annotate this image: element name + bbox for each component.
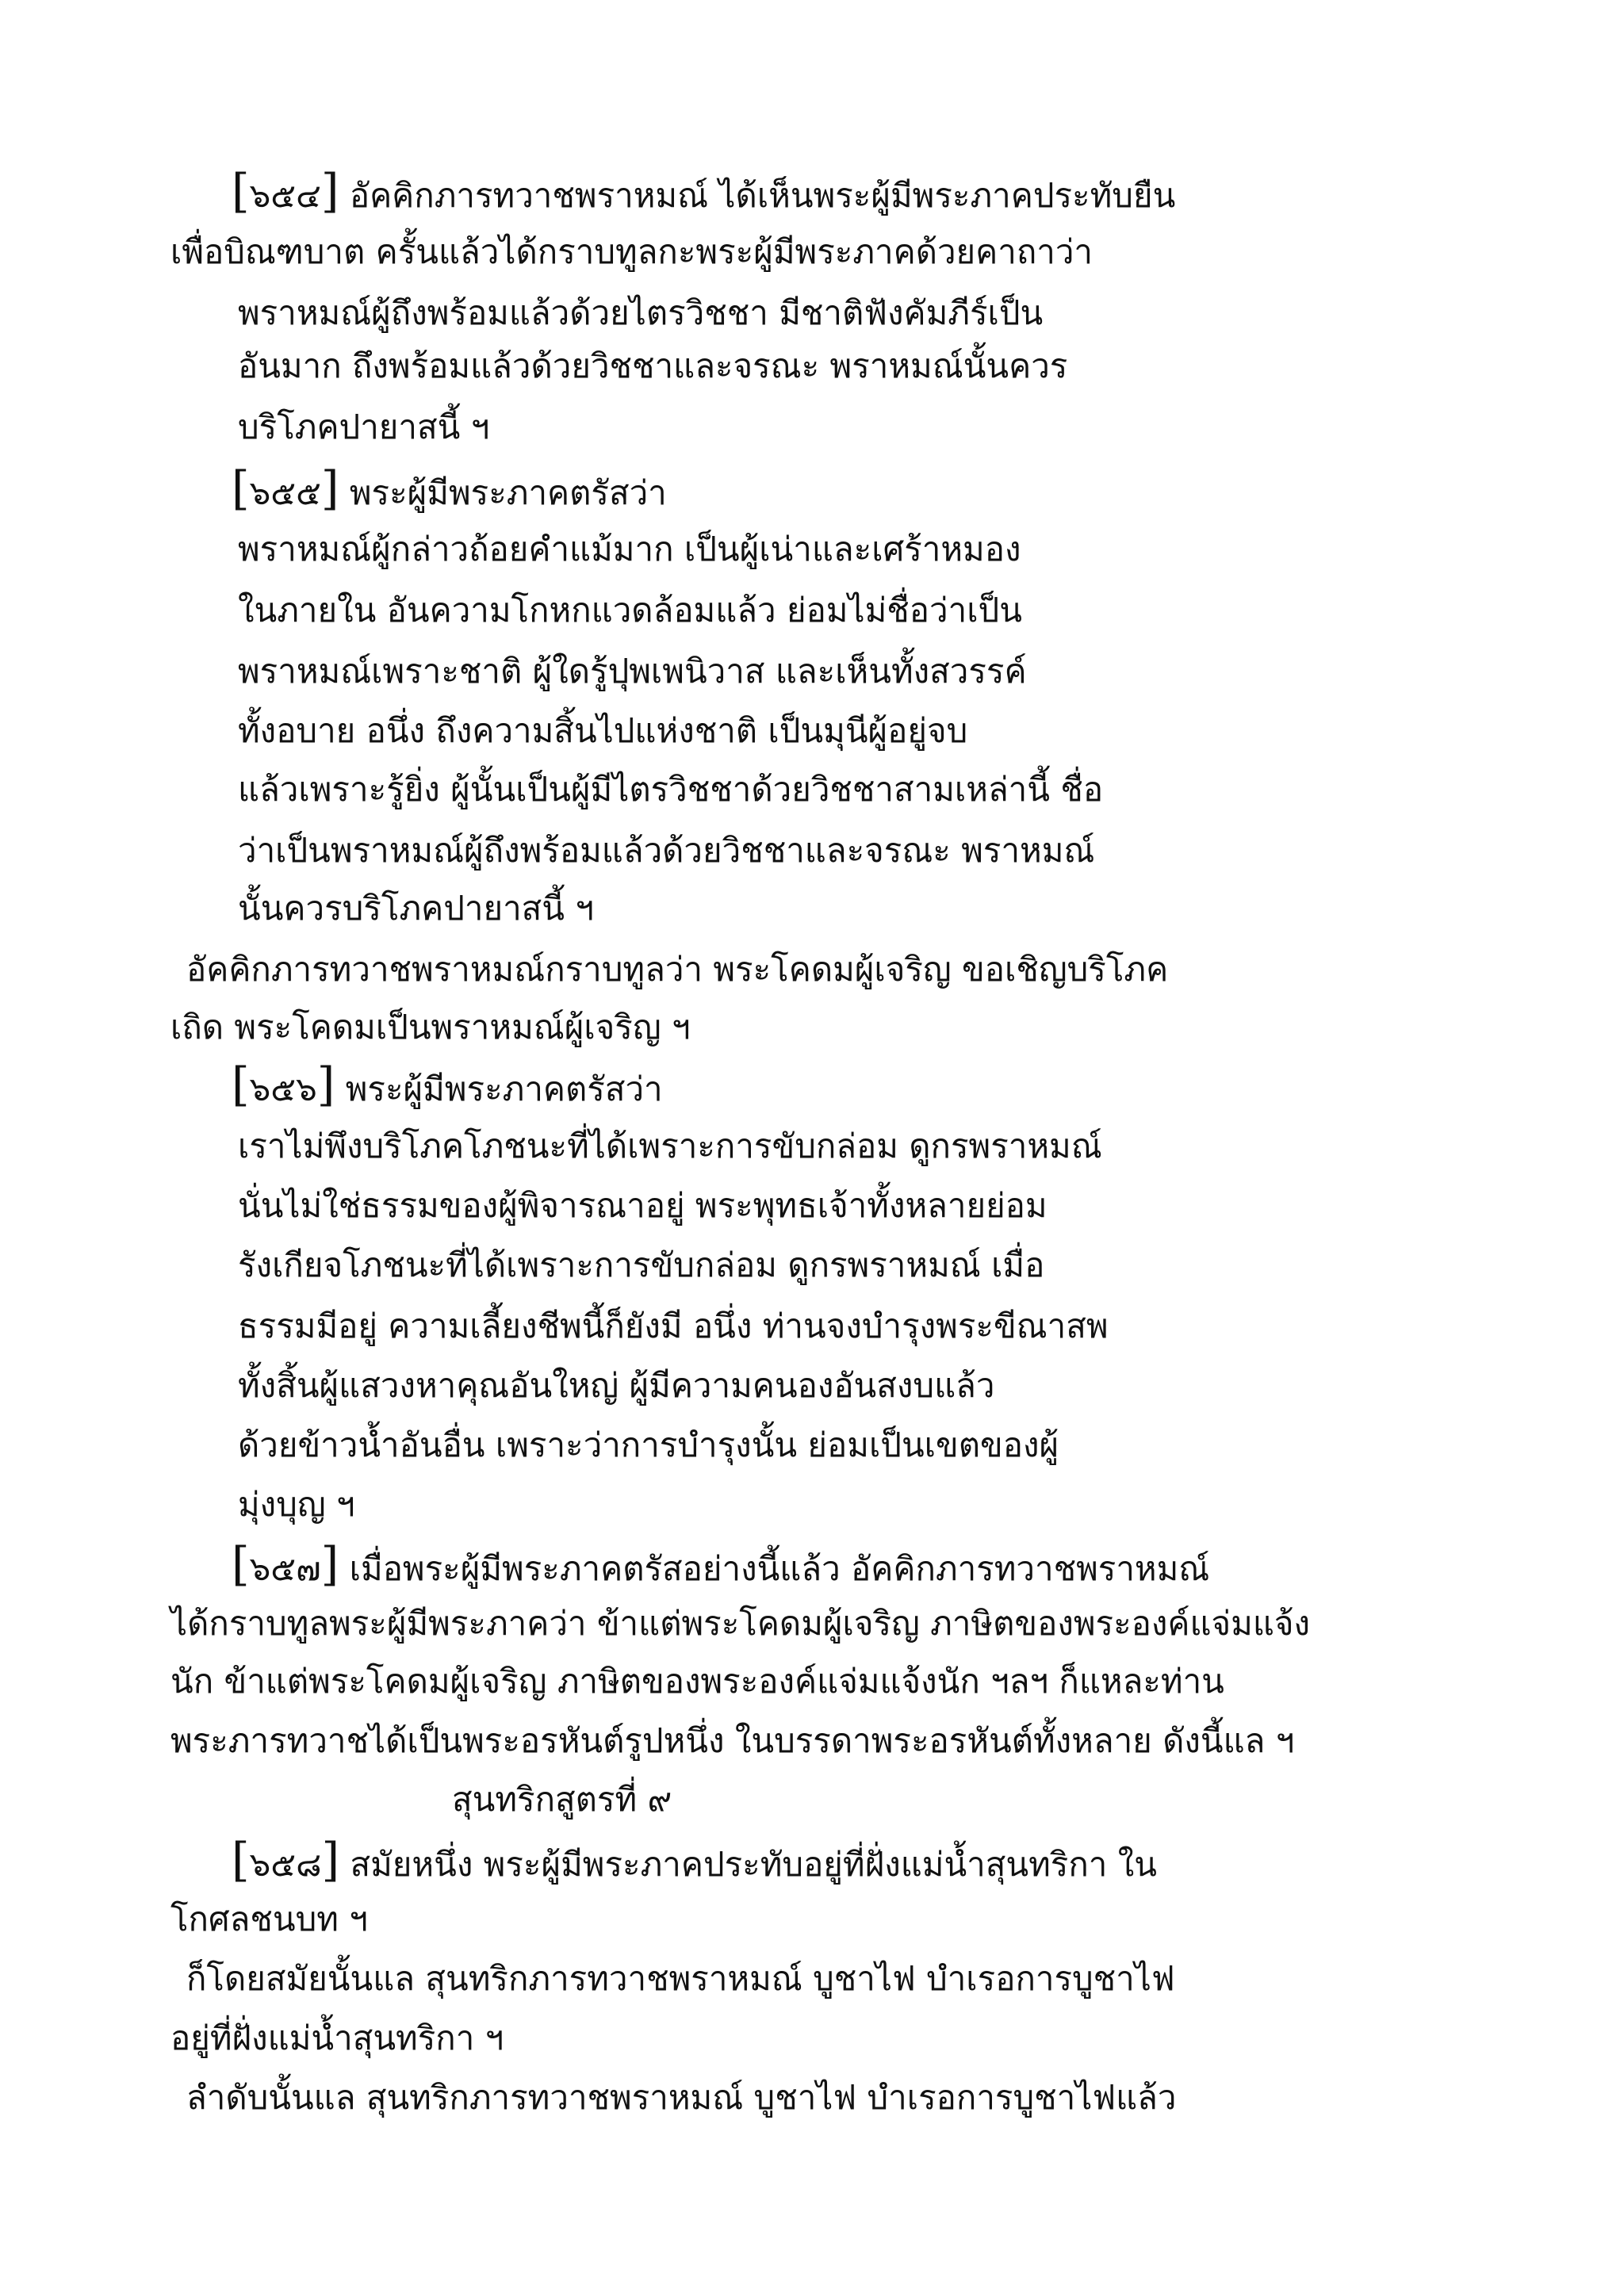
verse-line: ทั้งอบาย อนึ่ง ถึงความสิ้นไปแห่งชาติ เป็นมุนีผู้อยู่จบ	[238, 711, 968, 750]
verse-line: พราหมณ์ผู้กล่าวถ้อยคำแม้มาก เป็นผู้เน่าและเศร้าหมอง	[238, 530, 1021, 568]
paragraph-line: [๖๕๗] เมื่อพระผู้มีพระภาคตรัสอย่างนี้แล้ว อัคคิกภารทวาชพราหมณ์	[232, 1537, 1210, 1591]
paragraph-number: ๖๕๖	[249, 1070, 317, 1108]
verse-line: นั้นควรบริโภคปายาสนี้ ฯ	[238, 889, 594, 928]
verse-line: รังเกียจโภชนะที่ได้เพราะการขับกล่อม ดูกรพราหมณ์ เมื่อ	[238, 1246, 1045, 1284]
verse-line: นั่นไม่ใช่ธรรมของผู้พิจารณาอยู่ พระพุทธเจ้าทั้งหลายย่อม	[238, 1186, 1048, 1225]
paragraph-number: ๖๕๕	[249, 473, 321, 512]
paragraph-line: อยู่ที่ฝั่งแม่น้ำสุนทริกา ฯ	[170, 2019, 504, 2057]
paragraph-line: พระภารทวาชได้เป็นพระอรหันต์รูปหนึ่ง ในบรรดาพระอรหันต์ทั้งหลาย ดังนี้แล ฯ	[170, 1721, 1295, 1760]
paragraph-line: อัคคิกภารทวาชพราหมณ์กราบทูลว่า พระโคดมผู้เจริญ ขอเชิญบริโภค	[186, 950, 1169, 989]
paragraph-number: ๖๕๔	[249, 176, 321, 215]
line-text: อัคคิกภารทวาชพราหมณ์ ได้เห็นพระผู้มีพระภาคประทับยืน	[339, 176, 1176, 215]
verse-line: ทั้งสิ้นผู้แสวงหาคุณอันใหญ่ ผู้มีความคนองอันสงบแล้ว	[238, 1366, 995, 1405]
verse-line: ด้วยข้าวน้ำอันอื่น เพราะว่าการบำรุงนั้น ย่อมเป็นเขตของผู้	[238, 1425, 1059, 1464]
line-text: พระผู้มีพระภาคตรัสว่า	[339, 473, 667, 512]
paragraph-line: [๖๕๘] สมัยหนึ่ง พระผู้มีพระภาคประทับอยู่ที่ฝั่งแม่น้ำสุนทริกา ใน	[232, 1833, 1157, 1887]
verse-line: เราไม่พึงบริโภคโภชนะที่ได้เพราะการขับกล่อม ดูกรพราหมณ์	[238, 1127, 1102, 1165]
paragraph-line: ได้กราบทูลพระผู้มีพระภาคว่า ข้าแต่พระโคดมผู้เจริญ ภาษิตของพระองค์แจ่มแจ้ง	[170, 1604, 1311, 1643]
paragraph-line: [๖๕๖] พระผู้มีพระภาคตรัสว่า	[232, 1058, 663, 1112]
verse-line: อันมาก ถึงพร้อมแล้วด้วยวิชชาและจรณะ พราหมณ์นั้นควร	[238, 346, 1068, 385]
paragraph-line: นัก ข้าแต่พระโคดมผู้เจริญ ภาษิตของพระองค์แจ่มแจ้งนัก ฯลฯ ก็แหละท่าน	[170, 1662, 1224, 1701]
verse-line: ในภายใน อันความโกหกแวดล้อมแล้ว ย่อมไม่ชื่อว่าเป็น	[238, 591, 1022, 629]
verse-line: พราหมณ์เพราะชาติ ผู้ใดรู้ปุพเพนิวาส และเห็นทั้งสวรรค์	[238, 652, 1027, 691]
paragraph-line: ลำดับนั้นแล สุนทริกภารทวาชพราหมณ์ บูชาไฟ บำเรอการบูชาไฟแล้ว	[186, 2078, 1177, 2117]
paragraph-line: [๖๕๔] อัคคิกภารทวาชพราหมณ์ ได้เห็นพระผู้มีพระภาคประทับยืน	[232, 164, 1176, 218]
verse-line: พราหมณ์ผู้ถึงพร้อมแล้วด้วยไตรวิชชา มีชาติฟังคัมภีร์เป็น	[238, 293, 1044, 332]
paragraph-line: โกศลชนบท ฯ	[170, 1900, 368, 1938]
line-text: สมัยหนึ่ง พระผู้มีพระภาคประทับอยู่ที่ฝั่งแม่น้ำสุนทริกา ใน	[339, 1845, 1157, 1884]
verse-line: มุ่งบุญ ฯ	[238, 1485, 355, 1524]
paragraph-line: เถิด พระโคดมเป็นพราหมณ์ผู้เจริญ ฯ	[170, 1008, 691, 1047]
line-text: พระผู้มีพระภาคตรัสว่า	[335, 1070, 663, 1108]
verse-line: ว่าเป็นพราหมณ์ผู้ถึงพร้อมแล้วด้วยวิชชาและจรณะ พราหมณ์	[238, 831, 1095, 870]
paragraph-number: ๖๕๘	[249, 1845, 322, 1884]
paragraph-line: เพื่อบิณฑบาต ครั้นแล้วได้กราบทูลกะพระผู้มีพระภาคด้วยคาถาว่า	[170, 232, 1094, 271]
paragraph-number: ๖๕๗	[249, 1549, 321, 1588]
section-title: สุนทริกสูตรที่ ๙	[452, 1780, 672, 1819]
line-text: เมื่อพระผู้มีพระภาคตรัสอย่างนี้แล้ว อัคคิกภารทวาชพราหมณ์	[339, 1549, 1210, 1588]
verse-line: ธรรมมีอยู่ ความเลี้ยงชีพนี้ก็ยังมี อนึ่ง ท่านจงบำรุงพระขีณาสพ	[238, 1307, 1109, 1345]
verse-line: แล้วเพราะรู้ยิ่ง ผู้นั้นเป็นผู้มีไตรวิชชาด้วยวิชชาสามเหล่านี้ ชื่อ	[238, 770, 1104, 809]
paragraph-line: ก็โดยสมัยนั้นแล สุนทริกภารทวาชพราหมณ์ บูชาไฟ บำเรอการบูชาไฟ	[186, 1959, 1175, 1998]
paragraph-line: [๖๕๕] พระผู้มีพระภาคตรัสว่า	[232, 461, 667, 515]
verse-line: บริโภคปายาสนี้ ฯ	[238, 408, 490, 446]
